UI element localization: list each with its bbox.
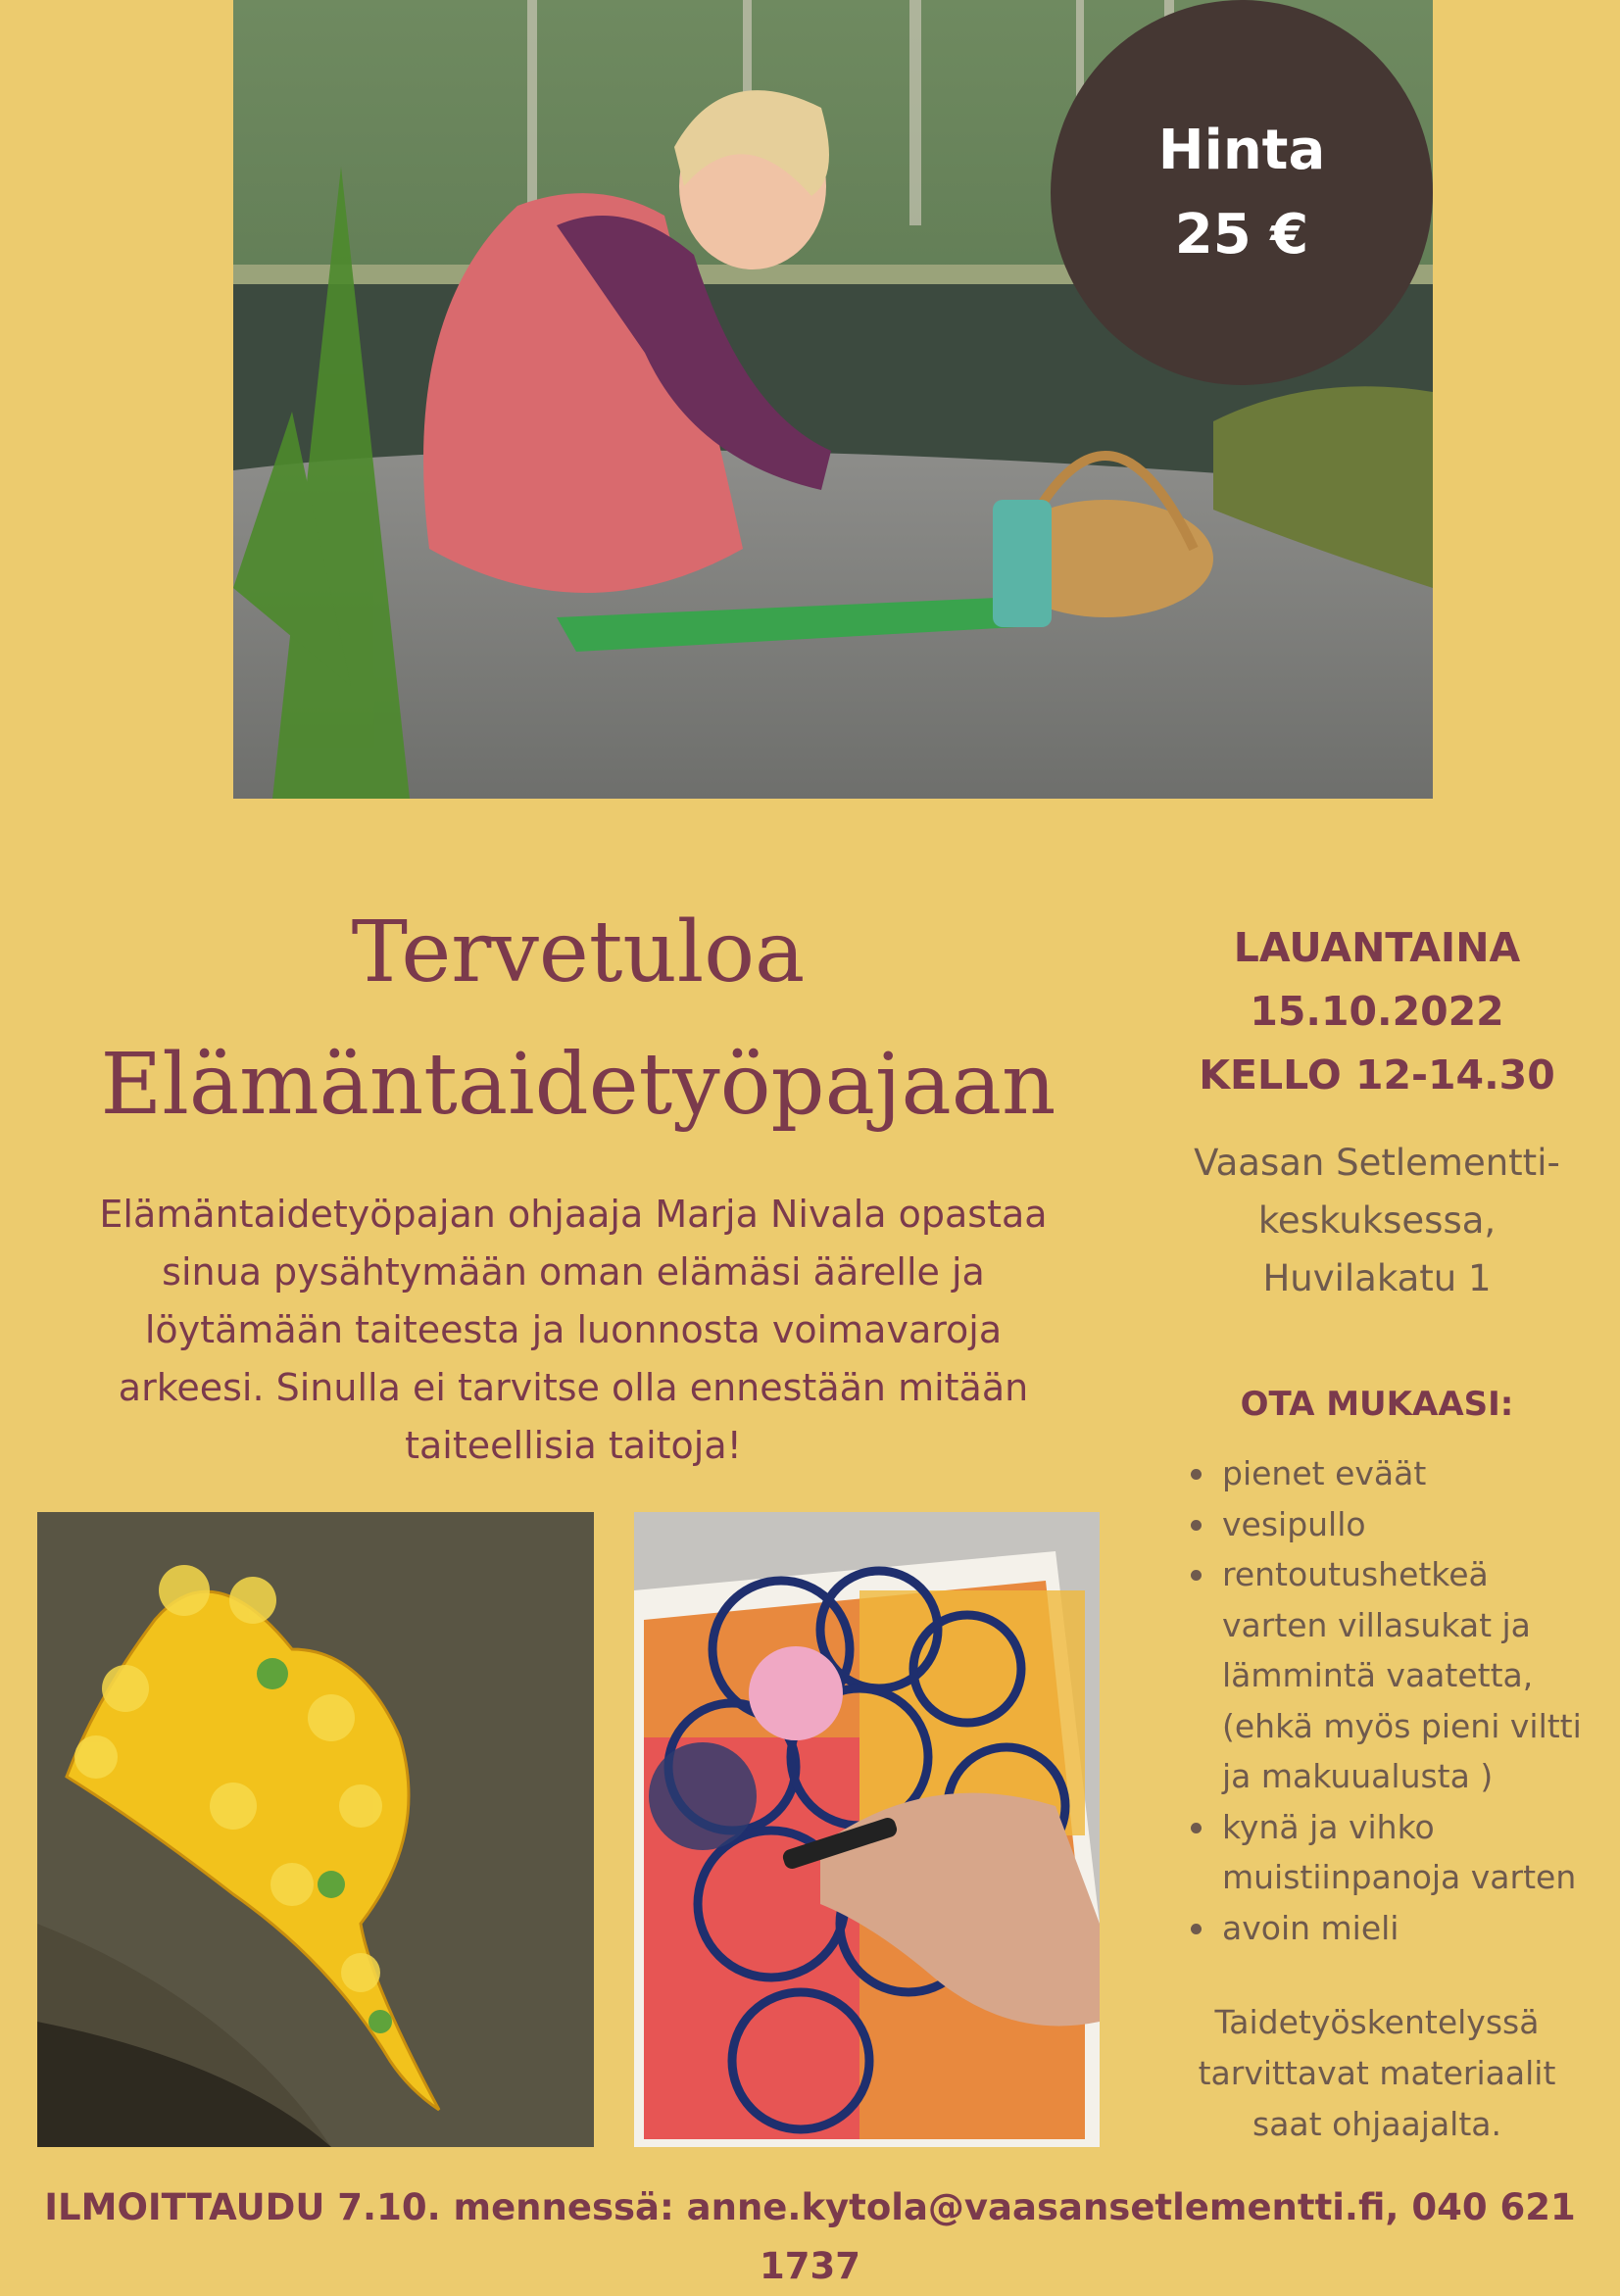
intro-paragraph	[49, 1186, 1098, 1475]
intro-line: arkeesi. Sinulla ei tarvitse olla ennestään mitään	[118, 1366, 1029, 1409]
list-item-line: ja makuualusta )	[1222, 1757, 1494, 1795]
list-item	[1191, 1802, 1597, 1903]
intro-line: taiteellisia taitoja!	[405, 1424, 742, 1467]
list-item-line: kynä ja vihko	[1222, 1807, 1435, 1846]
bring-heading: OTA MUKAASI:	[1240, 1385, 1514, 1424]
event-date: 15.10.2022	[1250, 988, 1504, 1035]
title-line-1: Tervetuloa	[351, 904, 806, 1001]
list-item	[1191, 1448, 1597, 1499]
materials-line: tarvittavat materiaalit	[1198, 2054, 1556, 2092]
venue-line: keskuksessa,	[1257, 1199, 1497, 1242]
list-item-line: muistiinpanoja varten	[1222, 1858, 1577, 1896]
title-line-2: Elämäntaidetyöpajaan	[100, 1036, 1056, 1134]
page-title	[39, 887, 1117, 1151]
materials-note	[1156, 1997, 1597, 2150]
materials-line: Taidetyöskentelyssä	[1214, 2003, 1540, 2041]
list-item-line: pienet eväät	[1222, 1454, 1427, 1492]
intro-line: sinua pysähtymään oman elämäsi äärelle ja	[162, 1250, 985, 1294]
event-venue	[1156, 1134, 1597, 1307]
event-time: KELLO 12-14.30	[1199, 1051, 1555, 1099]
event-day: LAUANTAINA	[1233, 924, 1521, 971]
price-amount: 25 €	[1174, 202, 1309, 267]
materials-line: saat ohjaajalta.	[1252, 2105, 1501, 2143]
list-item-line: varten villasukat ja	[1222, 1605, 1531, 1644]
intro-line: löytämään taiteesta ja luonnosta voimavaroja	[144, 1308, 1003, 1351]
list-item-line: rentoutushetkeä	[1222, 1555, 1489, 1593]
bring-list	[1191, 1448, 1597, 1953]
list-item-line: (ehkä myös pieni viltti	[1222, 1706, 1582, 1745]
painting-photo	[634, 1512, 1100, 2147]
list-item-line: vesipullo	[1222, 1504, 1366, 1543]
list-item	[1191, 1549, 1597, 1802]
list-item-line: avoin mieli	[1222, 1908, 1399, 1947]
venue-line: Vaasan Setlementti-	[1194, 1142, 1560, 1184]
registration-footer: ILMOITTAUDU 7.10. mennessä: anne.kytola@vaasansetlementti.fi, 040 621 1737	[44, 2186, 1576, 2287]
price-label: Hinta	[1157, 118, 1326, 182]
venue-line: Huvilakatu 1	[1262, 1257, 1492, 1299]
list-item	[1191, 1903, 1597, 1954]
intro-line: Elämäntaidetyöpajan ohjaaja Marja Nivala opastaa	[99, 1193, 1048, 1236]
event-datetime	[1156, 916, 1597, 1107]
leaf-heart-photo	[37, 1512, 594, 2147]
list-item-line: lämmintä vaatetta,	[1222, 1656, 1534, 1694]
list-item	[1191, 1499, 1597, 1550]
price-badge	[1051, 0, 1433, 385]
